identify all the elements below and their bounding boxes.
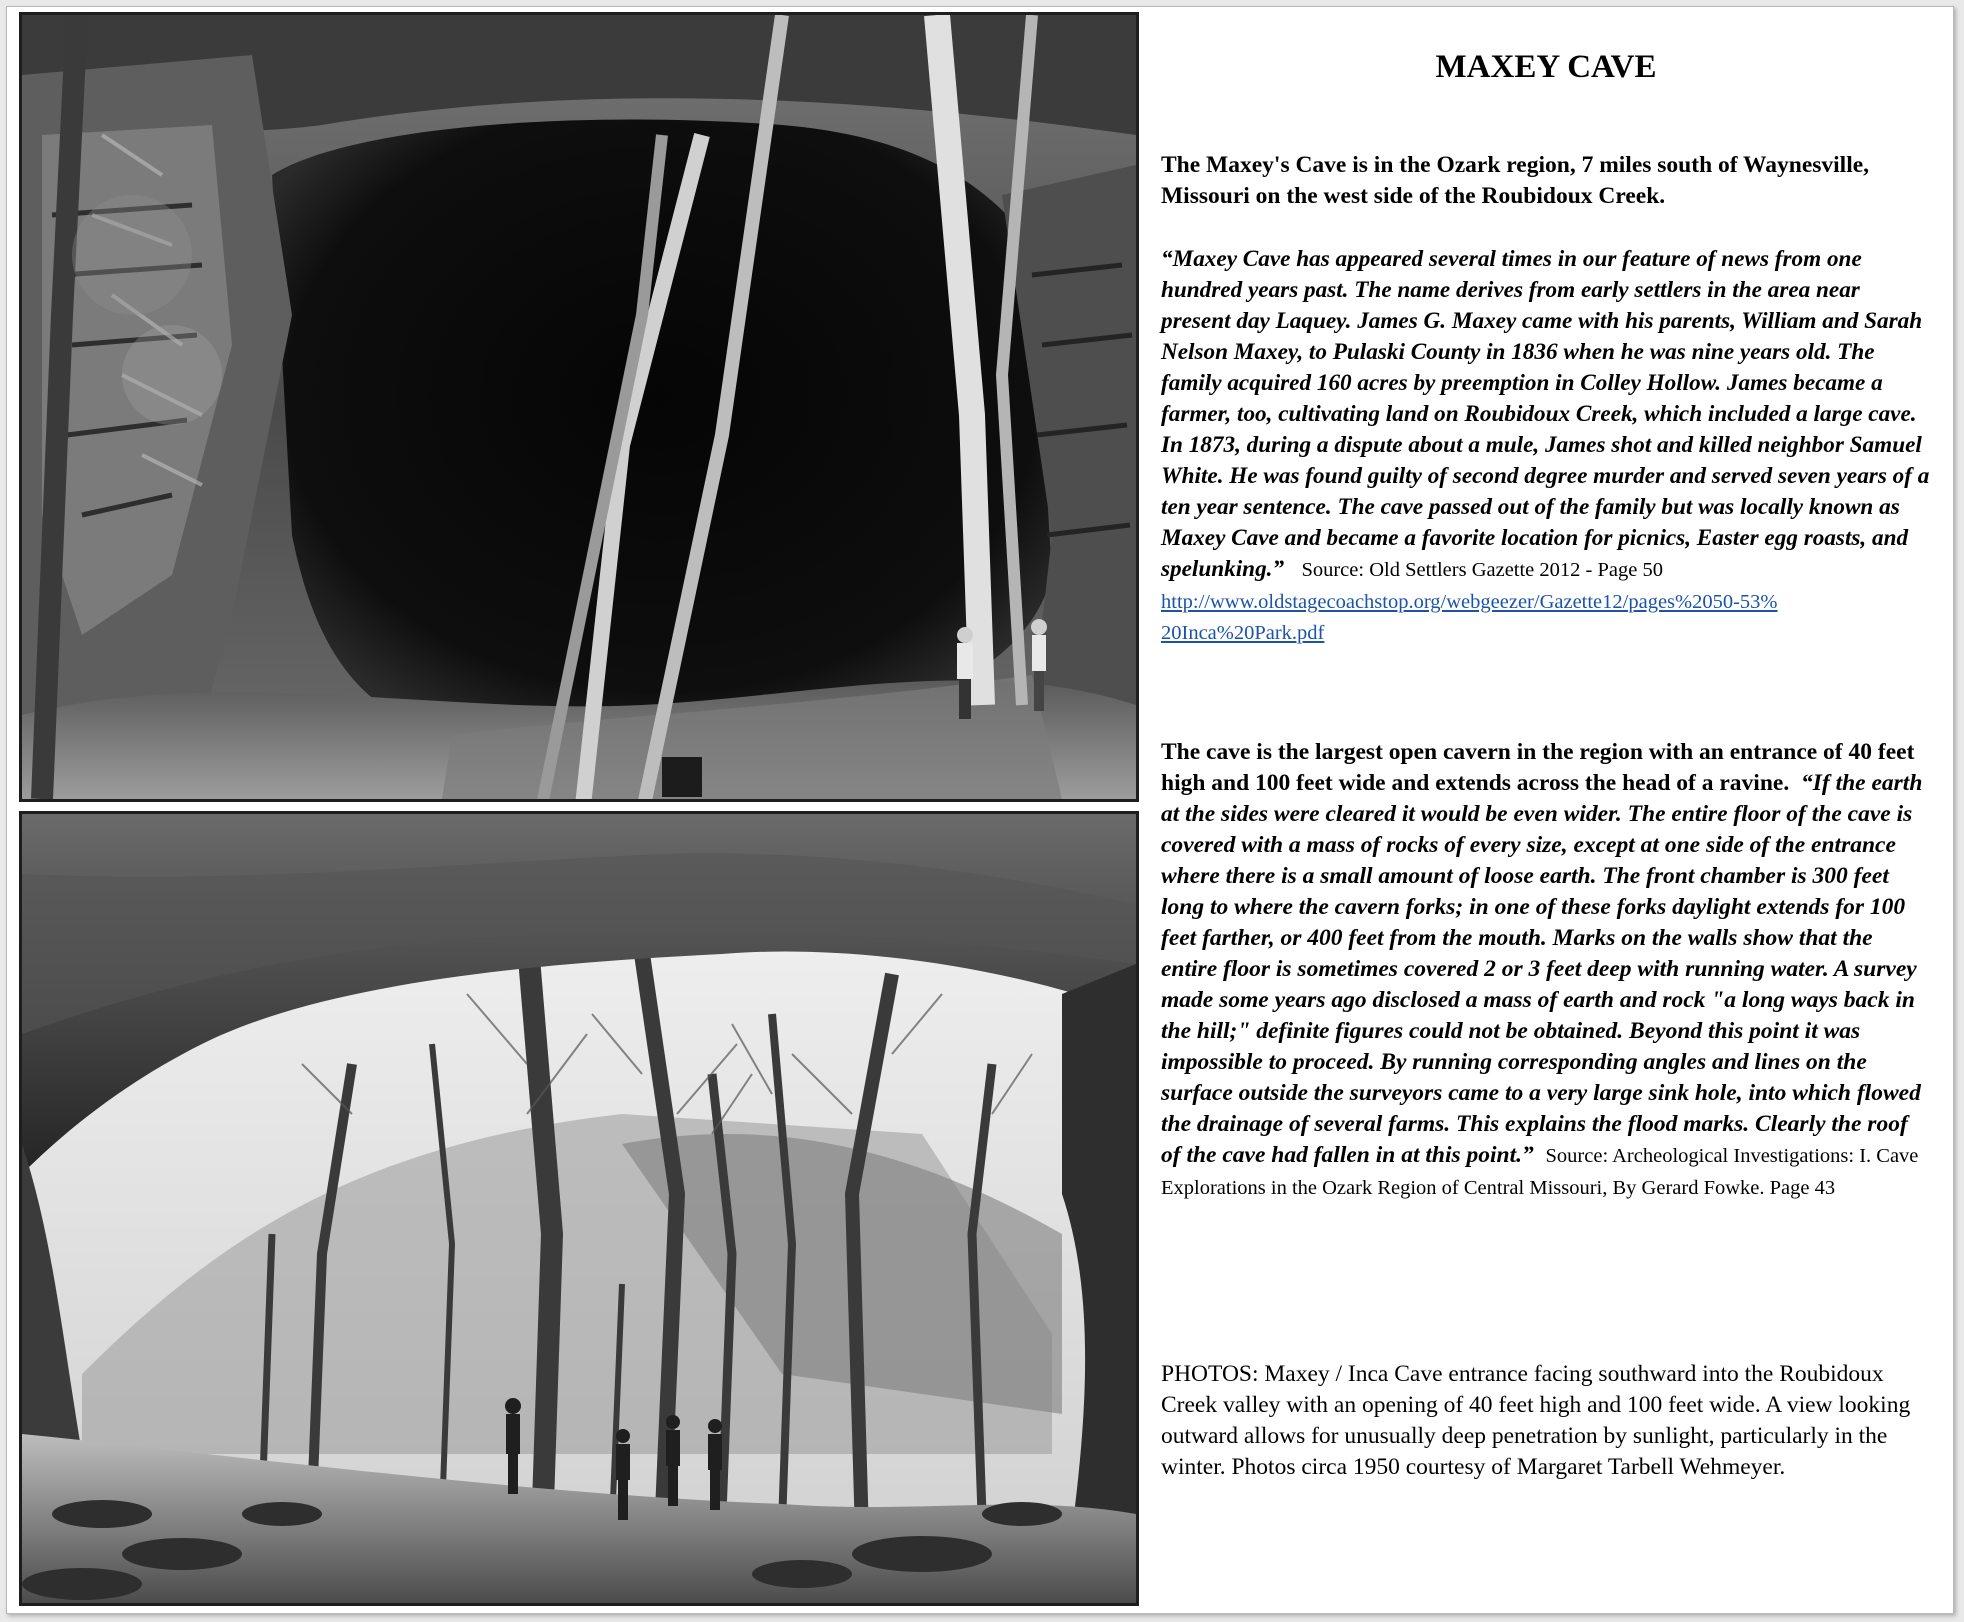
photo-cave-entrance-exterior	[19, 12, 1139, 802]
history-quote-paragraph	[1161, 244, 1931, 648]
gazette-link-line-1: http://www.oldstagecoachstop.org/webgeezer/Gazette12/pages%2050-53%	[1161, 591, 1778, 613]
photo-cave-interior-looking-out-image	[22, 814, 1136, 1603]
intro-paragraph: The Maxey's Cave is in the Ozark region, 7 miles south of Waynesville, Missouri on the west side of the Roubidoux Creek.	[1161, 152, 1870, 209]
cave-description-source: Source: Archeological Investigations: I. Cave Explorations in the Ozark Region of Central Missouri, By Gerard Fowke. Page 43	[1161, 1145, 1919, 1199]
page	[6, 6, 1954, 1614]
page-title: MAXEY CAVE	[1435, 49, 1657, 85]
gazette-link-line-2: 20Inca%20Park.pdf	[1161, 622, 1325, 644]
history-quote-text: “Maxey Cave has appeared several times in our feature of news from one hundred years past. The name derives from early settlers in the area near present day Laquey. James G. Maxey came with his parents, William and Sarah Nelson Maxey, to Pulaski County in 1836 when he was nine years old. The family acquired 160 acres by preemption in Colley Hollow. James became a farmer, too, cultivating land on Roubidoux Creek, which included a large cave. In 1873, during a dispute about a mule, James shot and killed neighbor Samuel White. He was found guilty of second degree murder and served seven years of a ten year sentence. The cave passed out of the family but was locally known as Maxey Cave and became a favorite location for picnics, Easter egg roasts, and spelunking.”	[1161, 246, 1930, 582]
history-quote-source: Source: Old Settlers Gazette 2012 - Page 50	[1301, 559, 1663, 581]
cave-description-paragraph	[1161, 737, 1931, 1204]
cave-description-lead: The cave is the largest open cavern in the region with an entrance of 40 feet high and 100 feet wide and extends across the head of a ravine.	[1161, 739, 1915, 796]
photo-cave-entrance-exterior-image	[22, 15, 1136, 799]
gazette-source-link[interactable]	[1161, 591, 1778, 644]
photo-cave-interior-looking-out	[19, 811, 1139, 1606]
cave-description-quote: “If the earth at the sides were cleared it would be even wider. The entire floor of the cave is covered with a mass of rocks of every size, except at one side of the entrance where there is a small amount of loose earth. The front chamber is 300 feet long to where the cavern forks; in one of these forks daylight extends for 100 feet farther, or 400 feet from the mouth. Marks on the walls show that the entire floor is sometimes covered 2 or 3 feet deep with running water. A survey made some years ago disclosed a mass of earth and rock "a long ways back in the hill;" definite figures could not be obtained. Beyond this point it was impossible to proceed. By running corresponding angles and lines on the surface outside the surveyors came to a very large sink hole, into which flowed the drainage of several farms. This explains the flood marks. Clearly the roof of the cave had fallen in at this point.”	[1161, 770, 1923, 1168]
photos-caption: PHOTOS: Maxey / Inca Cave entrance facing southward into the Roubidoux Creek valley with an opening of 40 feet high and 100 feet wide. A view looking outward allows for unusually deep penetration by sunlight, particularly in the winter. Photos circa 1950 courtesy of Margaret Tarbell Wehmeyer.	[1161, 1361, 1911, 1480]
